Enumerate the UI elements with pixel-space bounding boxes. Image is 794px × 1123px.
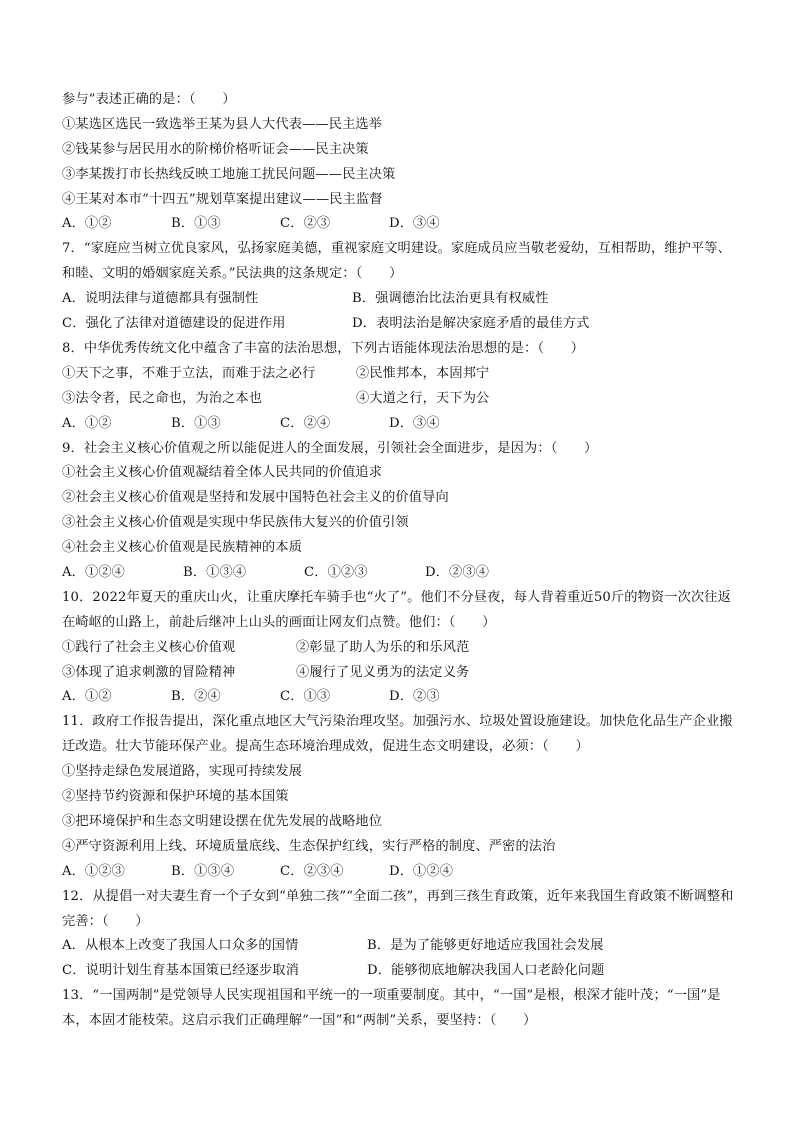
q10-statement-1: ①践行了社会主义核心价值观 <box>62 639 236 655</box>
q7-option-a[interactable]: A．说明法律与道德都具有强制性 <box>62 291 259 307</box>
q9-option-d[interactable]: D．②③④ <box>425 564 490 580</box>
q11-option-c[interactable]: C．②③④ <box>280 863 344 879</box>
q7-option-c[interactable]: C．强化了法律对道德建设的促进作用 <box>62 316 286 332</box>
q11-statement-3: ③把环境保护和生态文明建设摆在优先发展的战略地位 <box>62 813 383 829</box>
q8-option-a[interactable]: A．①② <box>62 415 112 431</box>
q9-statement-4: ④社会主义核心价值观是民族精神的本质 <box>62 540 303 556</box>
q9-statement-2: ②社会主义核心价值观是坚持和发展中国特色社会主义的价值导向 <box>62 490 449 506</box>
q7-options-row-2 <box>62 312 738 337</box>
q11-option-d[interactable]: D．①②④ <box>389 863 454 879</box>
q11-option-a[interactable]: A．①②③ <box>62 863 126 879</box>
q6-option-a[interactable]: A．①② <box>62 216 112 232</box>
q6-statement-3: ③李某拨打市长热线反映工地施工扰民问题——民主决策 <box>62 166 396 182</box>
q10-option-d[interactable]: D．②③ <box>389 689 440 705</box>
question-9-stem: 9．社会主义核心价值观之所以能促进人的全面发展，引领社会全面进步，是因为：（ ） <box>62 440 598 456</box>
q6-statement-1: ①某选区选民一致选举王某为县人大代表——民主选举 <box>62 116 383 132</box>
q11-statement-4: ④严守资源利用上线、环境质量底线、生态保护红线，实行严格的制度、严密的法治 <box>62 838 556 854</box>
q7-option-b[interactable]: B．强调德治比法治更具有权威性 <box>352 291 549 307</box>
question-11-stem: 11．政府工作报告提出，深化重点地区大气污染治理攻坚。加强污水、垃圾处置设施建设。加快危化品生产企业搬迁改造。壮大节能环保产业。提高生态环境治理成效，促进生态文明建设，必须：（ ） <box>62 714 733 755</box>
q8-statement-2: ②民惟邦本，本固邦宁 <box>356 365 490 381</box>
q12-option-a[interactable]: A．从根本上改变了我国人口众多的国情 <box>62 938 299 954</box>
q8-option-d[interactable]: D．③④ <box>389 415 440 431</box>
q9-statement-1: ①社会主义核心价值观凝结着全体人民共同的价值追求 <box>62 465 383 481</box>
q7-options-row-1 <box>62 287 738 312</box>
q10-options <box>62 685 738 710</box>
q8-options <box>62 412 738 437</box>
q11-statement-2: ②坚持节约资源和保护环境的基本国策 <box>62 789 289 805</box>
exam-page <box>62 88 738 1034</box>
q10-statement-2: ②彰显了助人为乐的和乐风范 <box>296 639 470 655</box>
q6-statement-4: ④王某对本市“十四五”规划草案提出建议——民主监督 <box>62 191 383 207</box>
q11-options <box>62 860 738 885</box>
q9-statement-3: ③社会主义核心价值观是实现中华民族伟大复兴的价值引领 <box>62 515 409 531</box>
q10-statements-row-2 <box>62 661 738 686</box>
q6-option-b[interactable]: B．①③ <box>171 216 221 232</box>
q9-option-a[interactable]: A．①②④ <box>62 564 126 580</box>
q8-option-c[interactable]: C．②④ <box>280 415 331 431</box>
q7-option-d[interactable]: D．表明法治是解决家庭矛盾的最佳方式 <box>352 316 590 332</box>
q8-option-b[interactable]: B．①③ <box>171 415 221 431</box>
q6-option-d[interactable]: D．③④ <box>389 216 440 232</box>
q12-option-b[interactable]: B．是为了能够更好地适应我国社会发展 <box>367 938 604 954</box>
q10-statements-row-1 <box>62 636 738 661</box>
q6-options <box>62 212 738 237</box>
question-8-stem: 8．中华优秀传统文化中蕴含了丰富的法治思想，下列古语能体现法治思想的是：（ ） <box>62 340 585 356</box>
q12-option-c[interactable]: C．说明计划生育基本国策已经逐步取消 <box>62 963 299 979</box>
q10-statement-3: ③体现了追求刺激的冒险精神 <box>62 664 236 680</box>
q9-option-c[interactable]: C．①②③ <box>304 564 368 580</box>
q6-statement-2: ②钱某参与居民用水的阶梯价格听证会——民主决策 <box>62 141 369 157</box>
question-7-stem: 7．“家庭应当树立优良家风，弘扬家庭美德，重视家庭文明建设。家庭成员应当敬老爱幼，互相帮助，维护平等、和睦、文明的婚姻家庭关系。”民法典的这条规定：（ ） <box>62 241 731 282</box>
question-6-stem-tail: 参与”表述正确的是：（ ） <box>62 92 236 107</box>
q10-option-b[interactable]: B．②④ <box>171 689 221 705</box>
q10-option-c[interactable]: C．①③ <box>280 689 331 705</box>
question-12-stem: 12．从提倡一对夫妻生育一个子女到“单独二孩”“全面二孩”，再到三孩生育政策，近年来我国生育政策不断调整和完善：（ ） <box>62 888 734 929</box>
q10-statement-4: ④履行了见义勇为的法定义务 <box>296 664 470 680</box>
q8-statements-row-2 <box>62 387 738 412</box>
q9-options <box>62 561 738 586</box>
q11-option-b[interactable]: B．①③④ <box>171 863 235 879</box>
question-10-stem: 10．2022年夏天的重庆山火，让重庆摩托车骑手也“火了”。他们不分昼夜，每人背着重近50斤的物资一次次往返在崎岖的山路上，前赴后继冲上山头的画面让网友们点赞。他们：（ ） <box>62 589 731 630</box>
q12-option-d[interactable]: D．能够彻底地解决我国人口老龄化问题 <box>367 963 605 979</box>
q11-statement-1: ①坚持走绿色发展道路，实现可持续发展 <box>62 764 303 780</box>
q8-statement-4: ④大道之行，天下为公 <box>356 390 490 406</box>
q12-options-row-1 <box>62 934 738 959</box>
q8-statement-3: ③法令者，民之命也，为治之本也 <box>62 390 263 406</box>
q8-statements-row-1 <box>62 362 738 387</box>
question-13-stem: 13．“一国两制”是党领导人民实现祖国和平统一的一项重要制度。其中，“一国”是根，根深才能叶茂；“一国”是本，本固才能枝荣。这启示我们正确理解“一国”和“两制”关系，要坚持：（ ） <box>62 988 721 1029</box>
q9-option-b[interactable]: B．①③④ <box>183 564 247 580</box>
q6-option-c[interactable]: C．②③ <box>280 216 331 232</box>
q10-option-a[interactable]: A．①② <box>62 689 112 705</box>
q12-options-row-2 <box>62 959 738 984</box>
q8-statement-1: ①天下之事，不难于立法，而难于法之必行 <box>62 365 316 381</box>
